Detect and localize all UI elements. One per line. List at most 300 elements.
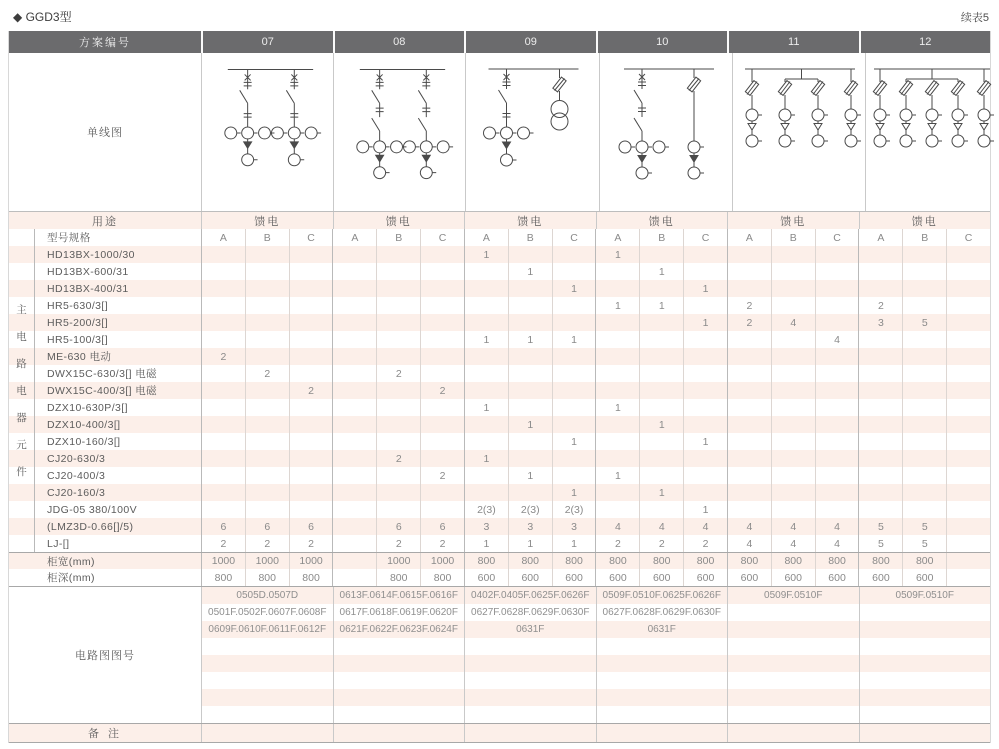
component-value-cell: 1 [552, 433, 596, 450]
component-value-cell [727, 501, 771, 518]
component-value-cell [771, 382, 815, 399]
component-value-cell [946, 501, 990, 518]
cabinet-value-cell: 800 [595, 553, 639, 569]
circuit-no-cell: 0631F [596, 621, 728, 638]
component-value-cell [815, 501, 859, 518]
component-value-cell [771, 263, 815, 280]
component-value-cell: 2 [376, 535, 420, 552]
component-value-cell: 1 [464, 450, 508, 467]
cabinet-row [9, 569, 990, 586]
component-value-cell [683, 450, 727, 467]
component-value-cell [902, 263, 946, 280]
component-value-cell [376, 246, 420, 263]
component-value-cell [552, 246, 596, 263]
circuit-no-cell [333, 689, 465, 706]
component-name-cell: HR5-100/3[] [47, 333, 109, 346]
circuit-diagram-no-label: 电路图图号 [9, 587, 201, 723]
component-value-cell [815, 246, 859, 263]
component-value-cell: 3 [464, 518, 508, 535]
component-value-cell: 1 [464, 246, 508, 263]
component-value-cell: 2(3) [508, 501, 552, 518]
component-value-cell [858, 484, 902, 501]
component-value-cell [595, 484, 639, 501]
component-value-cell [815, 399, 859, 416]
component-value-cell: 2 [727, 314, 771, 331]
component-value-cell [727, 246, 771, 263]
component-value-cell [289, 484, 333, 501]
component-value-cell: 1 [552, 484, 596, 501]
component-value-cell: 5 [858, 518, 902, 535]
component-value-cell [946, 399, 990, 416]
component-name-cell: DWX15C-630/3[] 电磁 [47, 368, 158, 380]
side-label-char: 器 [16, 412, 27, 424]
component-value-cell [815, 450, 859, 467]
component-value-cell [245, 263, 289, 280]
side-label-char: 路 [16, 358, 27, 370]
component-value-cell [595, 382, 639, 399]
spec-subcol-label: B [771, 229, 815, 246]
circuit-no-cell [859, 706, 991, 723]
circuit-no-cell [727, 638, 859, 655]
component-value-cell [464, 314, 508, 331]
component-value-cell [815, 280, 859, 297]
component-value-cell [332, 297, 376, 314]
component-value-cell [727, 467, 771, 484]
usage-value-cell: 馈电 [201, 212, 333, 229]
component-value-cell [201, 331, 245, 348]
component-name-cell: DZX10-400/3[] [47, 418, 121, 431]
component-rows [9, 246, 990, 552]
component-value-cell [376, 280, 420, 297]
component-value-cell [683, 399, 727, 416]
cabinet-value-cell: 600 [727, 569, 771, 586]
component-value-cell [639, 433, 683, 450]
component-value-cell [946, 246, 990, 263]
component-value-cell [508, 297, 552, 314]
component-value-cell [771, 467, 815, 484]
spec-subcol-label: A [595, 229, 639, 246]
component-value-cell: 4 [815, 535, 859, 552]
cabinet-value-cell: 800 [683, 553, 727, 569]
circuit-no-cell [596, 672, 728, 689]
spec-header-row [9, 229, 990, 246]
side-label-char: 件 [16, 466, 27, 478]
component-value-cell [639, 467, 683, 484]
component-value-cell: 1 [639, 263, 683, 280]
cabinet-value-cell: 600 [639, 569, 683, 586]
component-value-cell [332, 331, 376, 348]
component-value-cell [201, 433, 245, 450]
component-value-cell [902, 365, 946, 382]
remark-value-cell [727, 724, 859, 742]
component-value-cell: 1 [508, 263, 552, 280]
component-value-cell [858, 501, 902, 518]
single-line-diagram-08 [333, 53, 465, 211]
scheme-table [8, 31, 991, 743]
circuit-no-cell [201, 672, 333, 689]
cabinet-value-cell: 800 [552, 553, 596, 569]
component-value-cell: 1 [508, 535, 552, 552]
component-value-cell [771, 433, 815, 450]
single-line-diagram-09 [465, 53, 599, 211]
cabinet-value-cell: 800 [464, 553, 508, 569]
component-name-cell: CJ20-160/3 [47, 486, 106, 499]
component-value-cell [376, 314, 420, 331]
component-value-cell [902, 484, 946, 501]
component-value-cell [376, 399, 420, 416]
component-value-cell [595, 365, 639, 382]
component-value-cell [289, 501, 333, 518]
component-value-cell [595, 348, 639, 365]
component-value-cell: 1 [595, 467, 639, 484]
component-value-cell [201, 297, 245, 314]
component-value-cell [727, 263, 771, 280]
component-value-cell [639, 348, 683, 365]
cabinet-value-cell: 800 [815, 553, 859, 569]
component-value-cell [815, 467, 859, 484]
component-value-cell [420, 450, 464, 467]
component-value-cell: 1 [552, 535, 596, 552]
component-value-cell [464, 348, 508, 365]
cabinet-value-cell: 600 [508, 569, 552, 586]
component-value-cell [552, 450, 596, 467]
component-value-cell [771, 501, 815, 518]
component-value-cell [201, 450, 245, 467]
component-value-cell: 2 [420, 535, 464, 552]
component-value-cell [508, 433, 552, 450]
circuit-no-cell [201, 706, 333, 723]
cabinet-value-cell: 600 [815, 569, 859, 586]
component-value-cell [595, 331, 639, 348]
component-value-cell: 4 [683, 518, 727, 535]
circuit-no-cell [727, 689, 859, 706]
component-value-cell: 3 [858, 314, 902, 331]
component-value-cell [639, 501, 683, 518]
cabinet-value-cell: 600 [595, 569, 639, 586]
component-value-cell: 2 [201, 535, 245, 552]
component-value-cell [376, 331, 420, 348]
spec-subcol-label: A [332, 229, 376, 246]
header-row [9, 31, 990, 53]
component-value-cell [727, 484, 771, 501]
circuit-no-cell [596, 638, 728, 655]
cabinet-value-cell: 800 [771, 553, 815, 569]
component-value-cell: 4 [771, 518, 815, 535]
component-value-cell [508, 348, 552, 365]
component-value-cell: 2 [289, 382, 333, 399]
component-value-cell [464, 467, 508, 484]
circuit-section [9, 586, 990, 723]
scheme-header-cell: 10 [596, 31, 728, 53]
component-value-cell: 1 [464, 399, 508, 416]
component-value-cell [552, 297, 596, 314]
component-row [9, 348, 990, 365]
component-value-cell [245, 433, 289, 450]
component-value-cell [332, 501, 376, 518]
component-value-cell [289, 467, 333, 484]
component-value-cell [902, 382, 946, 399]
component-value-cell [420, 297, 464, 314]
component-value-cell [332, 450, 376, 467]
circuit-no-cell [333, 655, 465, 672]
spec-subcol-label: B [639, 229, 683, 246]
cabinet-value-cell [946, 569, 990, 586]
component-value-cell [858, 246, 902, 263]
component-value-cell [245, 467, 289, 484]
component-value-cell [201, 399, 245, 416]
side-label-char: 电 [16, 385, 27, 397]
component-value-cell [508, 280, 552, 297]
circuit-no-cell [596, 655, 728, 672]
component-value-cell [858, 263, 902, 280]
component-value-cell [464, 433, 508, 450]
circuit-no-cell [464, 638, 596, 655]
component-value-cell [683, 348, 727, 365]
component-name-cell: JDG-05 380/100V [47, 503, 138, 516]
component-value-cell [727, 331, 771, 348]
diagram-row [9, 53, 990, 211]
component-value-cell [902, 450, 946, 467]
usage-value-cell: 馈电 [727, 212, 859, 229]
component-value-cell: 4 [727, 518, 771, 535]
cabinet-value-cell: 800 [858, 553, 902, 569]
circuit-no-cell [464, 672, 596, 689]
component-value-cell [289, 433, 333, 450]
component-value-cell: 4 [595, 518, 639, 535]
component-value-cell [464, 416, 508, 433]
component-value-cell [245, 314, 289, 331]
component-row [9, 450, 990, 467]
circuit-no-cell: 0501F.0502F.0607F.0608F [201, 604, 333, 621]
remark-label: 备 注 [87, 728, 123, 740]
scheme-header-cell: 08 [333, 31, 465, 53]
component-value-cell [552, 416, 596, 433]
component-row [9, 484, 990, 501]
component-value-cell [858, 467, 902, 484]
side-label-main-circuit-components [9, 229, 35, 552]
cabinet-value-cell: 1000 [376, 553, 420, 569]
component-value-cell: 4 [771, 535, 815, 552]
spec-subcol-label: A [464, 229, 508, 246]
component-value-cell [902, 246, 946, 263]
component-value-cell: 1 [595, 297, 639, 314]
component-value-cell: 1 [639, 297, 683, 314]
component-value-cell: 2 [595, 535, 639, 552]
component-value-cell: 3 [508, 518, 552, 535]
cabinet-value-cell: 1000 [245, 553, 289, 569]
component-value-cell [376, 467, 420, 484]
component-value-cell [508, 382, 552, 399]
component-value-cell [946, 535, 990, 552]
scheme-number-label: 方案编号 [79, 37, 131, 49]
component-value-cell: 1 [508, 331, 552, 348]
component-value-cell [464, 297, 508, 314]
circuit-no-cell [859, 689, 991, 706]
component-value-cell [858, 365, 902, 382]
side-label-char: 元 [16, 439, 27, 451]
circuit-no-cell [464, 655, 596, 672]
cabinet-value-cell: 600 [771, 569, 815, 586]
component-value-cell [727, 450, 771, 467]
circuit-no-cell: 0621F.0622F.0623F.0624F [333, 621, 465, 638]
cabinet-value-cell: 1000 [289, 553, 333, 569]
component-value-cell [201, 467, 245, 484]
cabinet-value-cell: 600 [858, 569, 902, 586]
component-value-cell [727, 382, 771, 399]
component-value-cell: 1 [683, 280, 727, 297]
component-value-cell [771, 297, 815, 314]
component-value-cell [595, 280, 639, 297]
single-line-diagram-08-icon [334, 55, 465, 205]
cabinet-value-cell: 800 [639, 553, 683, 569]
component-value-cell [902, 280, 946, 297]
circuit-no-cell [859, 604, 991, 621]
component-value-cell [464, 382, 508, 399]
component-value-cell [902, 467, 946, 484]
single-line-diagram-11 [732, 53, 865, 211]
component-value-cell [376, 263, 420, 280]
component-row [9, 382, 990, 399]
component-row [9, 535, 990, 552]
component-value-cell [508, 314, 552, 331]
component-value-cell: 2 [420, 467, 464, 484]
component-value-cell: 2(3) [552, 501, 596, 518]
component-value-cell [464, 263, 508, 280]
component-value-cell: 2 [201, 348, 245, 365]
component-value-cell [201, 501, 245, 518]
cabinet-value-cell: 1000 [420, 553, 464, 569]
component-value-cell [289, 365, 333, 382]
cabinet-value-cell: 800 [508, 553, 552, 569]
component-value-cell [376, 416, 420, 433]
component-name-cell: HD13BX-1000/30 [47, 248, 135, 261]
cabinet-value-cell: 800 [201, 569, 245, 586]
component-value-cell [771, 450, 815, 467]
component-value-cell: 1 [683, 314, 727, 331]
component-value-cell [332, 382, 376, 399]
cabinet-value-cell: 1000 [201, 553, 245, 569]
component-value-cell: 6 [201, 518, 245, 535]
usage-value-cell: 馈电 [333, 212, 465, 229]
component-value-cell [245, 399, 289, 416]
component-value-cell: 1 [595, 246, 639, 263]
component-name-cell: DZX10-160/3[] [47, 435, 121, 448]
component-value-cell: 5 [902, 518, 946, 535]
component-name-cell: LJ-[] [47, 537, 70, 550]
component-value-cell [376, 501, 420, 518]
component-value-cell [464, 365, 508, 382]
component-value-cell [245, 484, 289, 501]
component-row [9, 433, 990, 450]
component-value-cell [508, 365, 552, 382]
circuit-no-cell [727, 655, 859, 672]
cabinet-value-cell: 600 [464, 569, 508, 586]
component-value-cell [201, 365, 245, 382]
component-value-cell: 2 [376, 450, 420, 467]
component-name-cell: (LMZ3D-0.66[]/5) [47, 520, 134, 533]
component-value-cell [376, 382, 420, 399]
component-value-cell: 4 [815, 331, 859, 348]
spec-subcol-label: C [946, 229, 990, 246]
component-value-cell: 4 [727, 535, 771, 552]
component-value-cell: 5 [902, 314, 946, 331]
component-row [9, 518, 990, 535]
component-value-cell [815, 365, 859, 382]
component-value-cell [902, 399, 946, 416]
component-value-cell [639, 246, 683, 263]
circuit-no-cell [201, 689, 333, 706]
cabinet-label-cell: 柜深(mm) [47, 572, 95, 584]
component-value-cell [595, 501, 639, 518]
component-value-cell [815, 433, 859, 450]
component-value-cell [946, 416, 990, 433]
spec-subcol-label: C [289, 229, 333, 246]
component-value-cell: 1 [508, 416, 552, 433]
component-value-cell [815, 348, 859, 365]
single-line-diagram-07-icon [202, 55, 333, 205]
single-line-diagram-11-icon [733, 55, 865, 205]
component-name-cell: ME-630 电动 [47, 351, 112, 363]
component-row [9, 297, 990, 314]
component-value-cell [902, 348, 946, 365]
component-value-cell [332, 518, 376, 535]
component-value-cell [508, 484, 552, 501]
cabinet-rows [9, 552, 990, 586]
spec-subcol-label: B [376, 229, 420, 246]
component-value-cell [332, 246, 376, 263]
circuit-no-cell [859, 672, 991, 689]
component-value-cell [595, 263, 639, 280]
usage-value-cell: 馈电 [859, 212, 991, 229]
component-value-cell [332, 433, 376, 450]
cabinet-label-cell: 柜宽(mm) [47, 555, 95, 568]
spec-subcol-label: A [201, 229, 245, 246]
component-value-cell: 6 [245, 518, 289, 535]
page-title: ◆ GGD3型 [13, 10, 72, 24]
circuit-no-cell [859, 655, 991, 672]
component-value-cell: 3 [552, 518, 596, 535]
component-value-cell: 2 [639, 535, 683, 552]
component-value-cell: 1 [683, 501, 727, 518]
component-value-cell [946, 382, 990, 399]
component-value-cell [289, 280, 333, 297]
component-value-cell [420, 314, 464, 331]
component-value-cell [946, 348, 990, 365]
component-value-cell [332, 348, 376, 365]
component-value-cell [508, 246, 552, 263]
component-value-cell [858, 280, 902, 297]
component-value-cell [245, 246, 289, 263]
component-value-cell: 6 [376, 518, 420, 535]
component-value-cell [683, 382, 727, 399]
diagram-row-label: 单线图 [87, 127, 123, 139]
component-value-cell: 4 [639, 518, 683, 535]
component-value-cell [332, 467, 376, 484]
component-value-cell [420, 416, 464, 433]
side-label-char: 主 [16, 304, 27, 316]
component-value-cell [508, 450, 552, 467]
scheme-header-cell: 11 [727, 31, 859, 53]
component-value-cell: 1 [639, 484, 683, 501]
cabinet-value-cell [946, 553, 990, 569]
circuit-no-cell [859, 638, 991, 655]
cabinet-value-cell: 800 [245, 569, 289, 586]
component-value-cell [420, 331, 464, 348]
remark-value-cell [333, 724, 465, 742]
component-value-cell: 2(3) [464, 501, 508, 518]
component-value-cell [858, 450, 902, 467]
component-value-cell [683, 416, 727, 433]
